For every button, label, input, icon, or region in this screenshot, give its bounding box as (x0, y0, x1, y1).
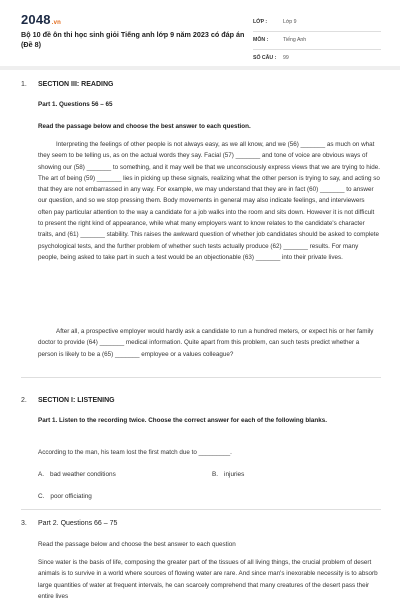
meta-value: Lớp 9 (283, 19, 297, 25)
option-letter: C. (38, 493, 45, 500)
document-meta (253, 14, 381, 68)
divider (21, 509, 381, 510)
reading-paragraph: Since water is the basis of life, composing the greater part of the tissues of all living things, the crucial problem of desert animals is to survive in a world where sources of flowing water are rare. And since man's inexorable necessity is to absorb large quantities of water at frequent intervals, he can scarcely comprehend that many creatures of the desert pass their entire lives (38, 559, 378, 600)
part-heading: Part 1. Questions 56 – 65 (38, 101, 113, 108)
question-text: According to the man, his team lost the first match due to _________. (38, 449, 232, 456)
answer-option-c[interactable] (38, 493, 92, 500)
divider (21, 377, 381, 378)
site-logo[interactable] (21, 12, 61, 27)
instruction-text: Read the passage below and choose the best answer to each question. (38, 123, 251, 130)
answer-option-a[interactable] (38, 471, 116, 478)
page-header (0, 0, 400, 66)
option-text: injuries (224, 471, 245, 478)
meta-value: 99 (283, 55, 289, 61)
meta-row-class (253, 14, 381, 32)
logo-text: 2048 (21, 12, 51, 27)
logo-suffix: .vn (51, 20, 62, 26)
option-text: poor officiating (50, 493, 92, 500)
meta-row-subject (253, 32, 381, 50)
section-title: SECTION I: LISTENING (38, 397, 115, 404)
header-divider (0, 66, 400, 70)
meta-label: MÔN : (253, 37, 269, 43)
answer-option-b[interactable] (212, 471, 244, 478)
option-text: bad weather conditions (50, 471, 116, 478)
meta-label: LỚP : (253, 19, 268, 25)
meta-value: Tiếng Anh (283, 37, 307, 43)
reading-paragraph: After all, a prospective employer would hardly ask a candidate to run a hundred meters, or expect his or her family doctor to provide (64) _______ medical information. Quite apart from this problem, can such tests predict whether a person is likely to be a (65) _______ employee or a values colleague? (38, 328, 374, 358)
question-number: 2. (21, 397, 27, 404)
section-title: Part 2. Questions 66 – 75 (38, 520, 118, 527)
meta-label: SỐ CÂU : (253, 55, 277, 61)
question-number: 3. (21, 520, 27, 527)
instruction-text: Read the passage below and choose the best answer to each question (38, 541, 236, 548)
reading-paragraph: Interpreting the feelings of other people is not always easy, as we all know, and we (56) _______ as much on what they seem to be telling us, as on the actual words they say. Facial (57) _______ and tone of voice are obvious ways of showing our (58) _______ to something, and it may well be that we unconsciously express views that we are trying to hide. The art of being (59) _______ lies in picking up these signals, realizing what the other person is trying to say, and acting so that they are not embarrassed in any way. For example, we may understand that they are in fact (60) _______ to answer our question, and so we stop pressing them. Body movements in general may also indicate feelings, and interviewers often pay particular attention to the way a candidate for a job walks into the room and sits down. However it is not difficult to present the right kind of appearance, while what many employers want to know relates to the candidate's character traits, and (61) _______ stability. This raises the awkward question of whether job candidates should be asked to complete psychological tests, and the further problem of whether such tests actually produce (62) _______ results. For many people, being asked to take part in such a test would be an objectionable (63) _______ into their private lives. (38, 141, 380, 261)
option-letter: B. (212, 471, 219, 478)
section-title: SECTION III: READING (38, 81, 114, 88)
document-title: Bộ 10 đề ôn thi học sinh giỏi Tiếng anh lớp 9 năm 2023 có đáp án (Đề 8) (21, 30, 245, 49)
option-letter: A. (38, 471, 45, 478)
part-heading: Part 1. Listen to the recording twice. Choose the correct answer for each of the following blanks. (38, 417, 328, 424)
question-number: 1. (21, 81, 27, 88)
